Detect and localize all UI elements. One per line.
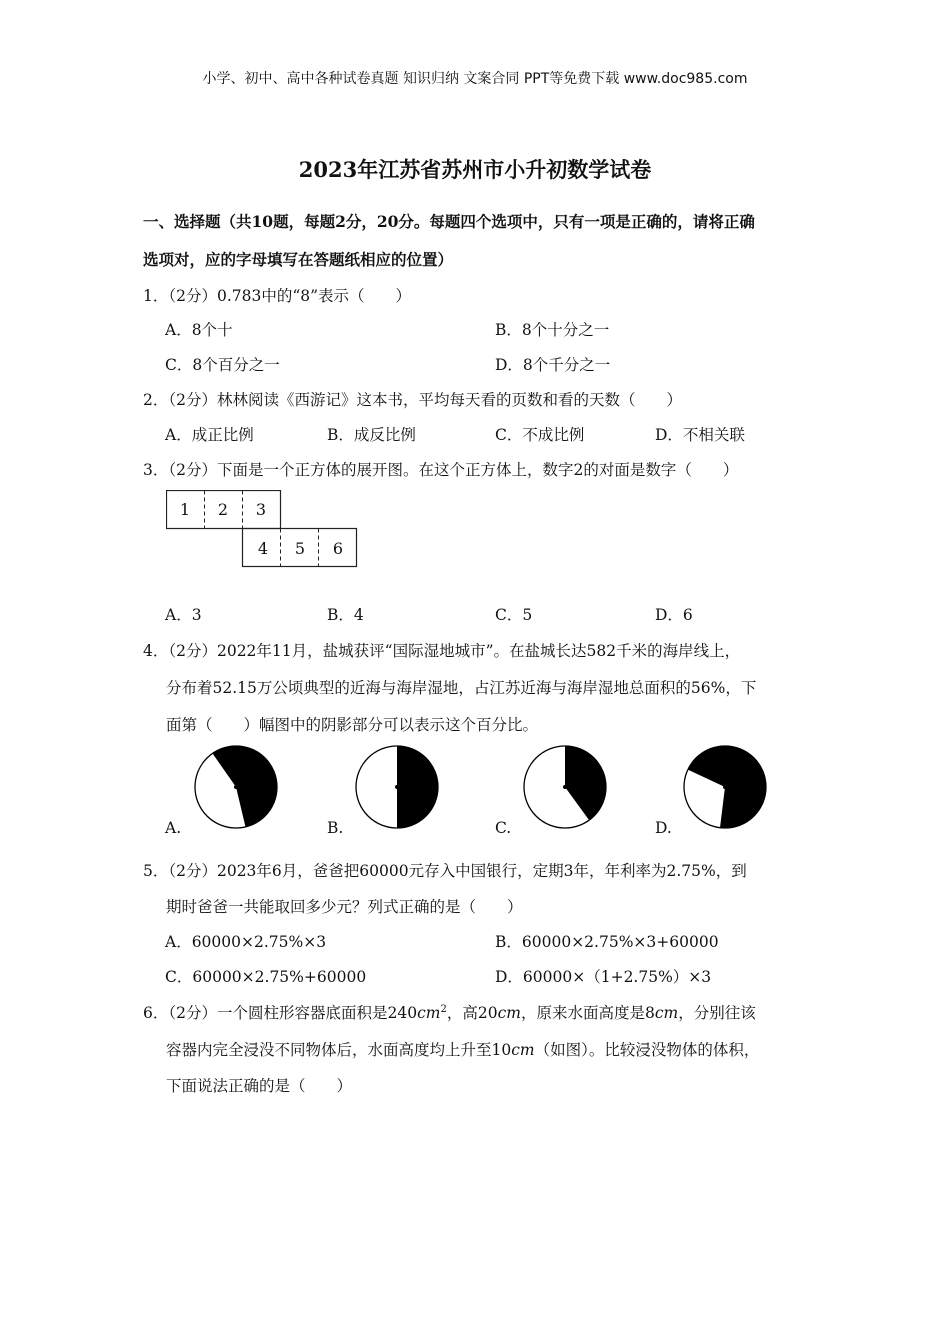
pie-chart-b xyxy=(352,742,442,832)
q6-text-f: （如图）。比较浸没物体的体积， xyxy=(534,1041,760,1059)
pie-center-dot xyxy=(563,785,567,789)
net-face-1: 1 xyxy=(179,499,191,519)
question-6-line3: 下面说法正确的是（ ） xyxy=(166,1077,353,1095)
pie-chart-d xyxy=(680,742,770,832)
question-5-line1: 5．（2分）2023年6月，爸爸把60000元存入中国银行，定期3年，年利率为2.75%，到 xyxy=(143,862,747,880)
question-1-option-d: D．8个千分之一 xyxy=(495,356,611,374)
q6-text-c: ，原来水面高度是8 xyxy=(520,1004,655,1022)
question-5-option-a: A．60000×2.75%×3 xyxy=(165,933,327,951)
pie-shaded-sector xyxy=(212,746,277,827)
net-face-3: 3 xyxy=(255,499,267,519)
question-4-line2: 分布着52.15万公顷典型的近海与海岸湿地，占江苏近海与海岸湿地总面积的56%，下 xyxy=(166,679,757,697)
question-2-option-b: B．成反比例 xyxy=(327,426,416,444)
net-face-4: 4 xyxy=(257,538,269,558)
question-4-option-a: A. xyxy=(165,819,182,837)
q6-text-d: ，分别往该 xyxy=(678,1004,756,1022)
question-1-option-a: A．8个十 xyxy=(165,321,233,339)
net-face-2: 2 xyxy=(217,499,229,519)
pie-chart-c xyxy=(520,742,610,832)
page-title: 2023年江苏省苏州市小升初数学试卷 xyxy=(298,157,652,182)
q6-text-b: ，高20 xyxy=(446,1004,498,1022)
question-5-option-b: B．60000×2.75%×3+60000 xyxy=(495,933,719,951)
q6-text-a: 6．（2分）一个圆柱形容器底面积是240 xyxy=(143,1004,418,1022)
q6-unit-2: cm xyxy=(497,1004,521,1022)
question-3-option-d: D．6 xyxy=(655,606,693,624)
pie-chart-a xyxy=(191,742,281,832)
question-4-option-d: D. xyxy=(655,819,672,837)
question-1-stem: 1．（2分）0.783中的“8”表示（ ） xyxy=(143,287,412,305)
q6-superscript: 2 xyxy=(440,1003,447,1015)
q6-unit-4: cm xyxy=(511,1041,535,1059)
question-6-line2 xyxy=(166,1038,759,1060)
question-5-line2: 期时爸爸一共能取回多少元？列式正确的是（ ） xyxy=(166,898,523,916)
question-5-option-d: D．60000×（1+2.75%）×3 xyxy=(495,968,712,986)
question-1-option-c: C．8个百分之一 xyxy=(165,356,280,374)
question-4-line1: 4．（2分）2022年11月，盐城获评“国际湿地城市”。在盐城长达582千米的海岸线上， xyxy=(143,642,741,660)
net-face-6: 6 xyxy=(332,538,344,558)
cube-net-diagram xyxy=(166,490,361,570)
question-5-option-c: C．60000×2.75%+60000 xyxy=(165,968,367,986)
pie-center-dot xyxy=(723,785,727,789)
question-3-option-a: A．3 xyxy=(165,606,202,624)
question-4-option-b: B. xyxy=(327,819,344,837)
net-face-5: 5 xyxy=(294,538,306,558)
question-1-option-b: B．8个十分之一 xyxy=(495,321,610,339)
section-heading-line1: 一、选择题（共10题，每题2分，20分。每题四个选项中，只有一项是正确的，请将正确 xyxy=(143,212,755,231)
question-2-option-d: D．不相关联 xyxy=(655,426,745,444)
question-2-stem: 2．（2分）林林阅读《西游记》这本书，平均每天看的页数和看的天数（ ） xyxy=(143,391,682,409)
pie-shaded-sector xyxy=(397,746,438,828)
question-4-line3: 面第（ ）幅图中的阴影部分可以表示这个百分比。 xyxy=(166,716,539,734)
question-2-option-a: A．成正比例 xyxy=(165,426,254,444)
question-4-option-c: C. xyxy=(495,819,512,837)
question-3-option-c: C．5 xyxy=(495,606,533,624)
question-3-option-b: B．4 xyxy=(327,606,364,624)
section-heading-line2: 选项对，应的字母填写在答题纸相应的位置） xyxy=(143,250,454,269)
q6-unit-1: cm xyxy=(417,1004,441,1022)
pie-center-dot xyxy=(395,785,399,789)
q6-unit-3: cm xyxy=(654,1004,679,1022)
pie-center-dot xyxy=(234,785,238,789)
question-2-option-c: C．不成比例 xyxy=(495,426,585,444)
question-3-stem: 3．（2分）下面是一个正方体的展开图。在这个正方体上，数字2的对面是数字（ ） xyxy=(143,461,739,479)
page-header: 小学、初中、高中各种试卷真题 知识归纳 文案合同 PPT等免费下载 www.doc985.com xyxy=(202,71,748,87)
q6-text-e: 容器内完全浸没不同物体后，水面高度均上升至10 xyxy=(166,1041,512,1059)
question-6-line1 xyxy=(143,1001,756,1023)
